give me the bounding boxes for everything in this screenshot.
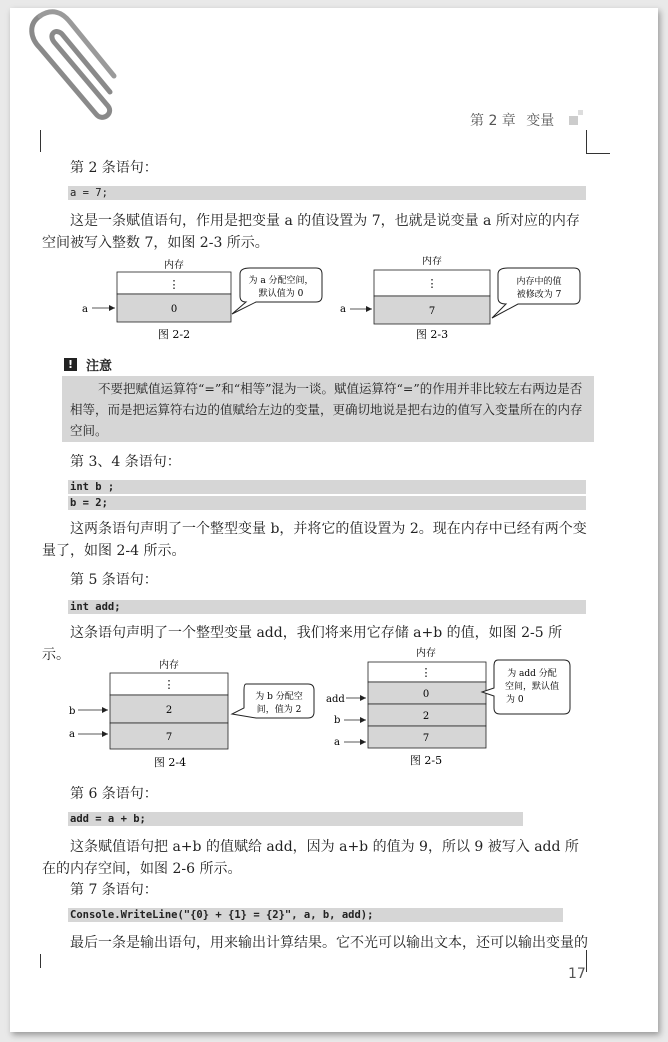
callout-text: 内存中的值 (516, 277, 562, 287)
code-line: Console.WriteLine("{0} + {1} = {2}", a, b, add); (68, 908, 563, 922)
callout-text: 默认值为 0 (258, 289, 304, 299)
arrowhead (360, 717, 366, 723)
code-line: a = 7; (68, 186, 586, 200)
warning-icon: ! (64, 358, 77, 371)
crop-mark (40, 954, 41, 968)
arrowhead (360, 695, 366, 701)
variable-label: a (82, 304, 88, 315)
cell-value: 7 (428, 306, 436, 317)
statement-label: 第 7 条语句： (70, 882, 158, 898)
ellipsis-dots: ⋮ (163, 678, 175, 691)
arrowhead (102, 707, 108, 713)
variable-label: a (69, 729, 75, 740)
cell-value: 2 (165, 705, 173, 716)
chapter-number: 第 2 章 (470, 113, 516, 129)
paragraph: 这两条语句声明了一个整型变量 b，并将它的值设置为 2。现在内存中已经有两个变量了，如图 2-4 所示。 (42, 521, 587, 559)
cell-value: 0 (422, 689, 430, 700)
arrowhead (102, 731, 108, 737)
figure-caption: 图 2-2 (157, 328, 191, 341)
code-line: b = 2; (68, 496, 586, 510)
statement-label: 第 3、4 条语句： (70, 454, 181, 470)
figure-2-5 (318, 644, 578, 770)
code-line: int b ; (68, 480, 586, 494)
ellipsis-dots: ⋮ (168, 278, 180, 291)
figure-2-3 (332, 256, 592, 346)
arrowhead (366, 306, 372, 312)
memory-title: 内存 (164, 260, 184, 271)
variable-label: b (69, 706, 76, 717)
callout-text: 为 a 分配空间， (248, 276, 314, 286)
note-text: 不要把赋值运算符“=”和“相等”混为一谈。赋值运算符“=”的作用并非比较左右两边是否相等，而是把运算符右边的值赋给左边的变量，更确切地说是把右边的值写入变量所在的内存空间。 (70, 381, 583, 438)
ellipsis-dots: ⋮ (420, 666, 432, 679)
ellipsis-dots: ⋮ (426, 277, 438, 290)
paragraph: 这是一条赋值语句，作用是把变量 a 的值设置为 7，也就是说变量 a 所对应的内存空间被写入整数 7，如图 2-3 所示。 (42, 213, 580, 251)
callout-text: 空间，默认值 (504, 682, 560, 692)
memory-title: 内存 (159, 660, 179, 671)
figure-caption: 图 2-5 (409, 754, 443, 767)
header-square-icon (578, 110, 583, 115)
variable-label: a (340, 304, 346, 315)
paragraph: 最后一条是输出语句，用来输出计算结果。它不光可以输出文本，还可以输出变量的 (70, 935, 588, 951)
crop-mark (586, 130, 587, 154)
figure-caption: 图 2-4 (153, 756, 187, 769)
code-line: add = a + b; (68, 812, 523, 826)
crop-mark (40, 130, 41, 152)
variable-label: b (334, 715, 341, 726)
crop-mark (586, 153, 610, 154)
callout-text: 为 0 (506, 695, 524, 705)
chapter-title: 变量 (526, 113, 555, 129)
memory-title: 内存 (422, 256, 442, 267)
callout-text: 被修改为 7 (516, 290, 562, 300)
callout-text: 为 b 分配空 (255, 692, 303, 702)
code-line: int add; (68, 600, 586, 614)
figure-caption: 图 2-3 (415, 328, 449, 341)
callout-text: 为 add 分配 (507, 669, 557, 679)
arrowhead (360, 739, 366, 745)
callout-text: 间，值为 2 (256, 705, 302, 715)
header-square-icon (569, 116, 578, 125)
cell-value: 7 (165, 732, 173, 743)
cell-value: 2 (422, 711, 430, 722)
variable-label: a (334, 737, 340, 748)
paperclip-icon (18, 2, 118, 122)
paragraph: 这条语句声明了一个整型变量 add，我们将来用它存储 a+b 的值，如图 2-5 所示。 (42, 625, 563, 663)
statement-label: 第 2 条语句： (70, 160, 158, 176)
running-header (470, 110, 554, 130)
statement-label: 第 6 条语句： (70, 786, 158, 802)
figure-2-2 (72, 256, 332, 346)
memory-title: 内存 (416, 648, 436, 659)
cell-value: 0 (170, 304, 178, 315)
paragraph: 这条赋值语句把 a+b 的值赋给 add，因为 a+b 的值为 9，所以 9 被写入 add 所在的内存空间，如图 2-6 所示。 (42, 839, 579, 877)
figure-2-4 (60, 656, 330, 776)
page-number: 17 (568, 966, 586, 982)
note-title: 注意 (86, 359, 113, 374)
arrowhead (109, 305, 115, 311)
cell-value: 7 (422, 733, 430, 744)
variable-label: add (326, 694, 345, 705)
statement-label: 第 5 条语句： (70, 572, 158, 588)
